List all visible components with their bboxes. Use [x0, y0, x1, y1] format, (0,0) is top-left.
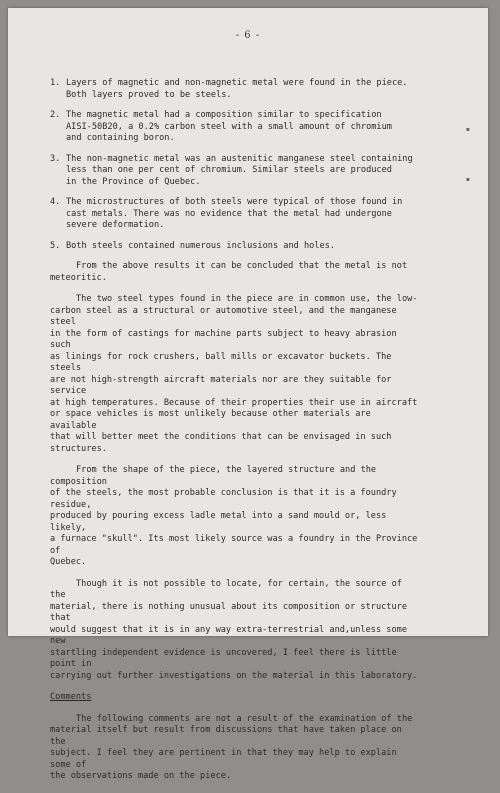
document-page — [8, 8, 488, 781]
paragraph-source: Though it is not possible to locate, for certain, the source of the material, there is nothing unusual about its composition or structure that would suggest that it is in any way extra-terrestrial and,unless some new startling independent evidence is uncovered, I feel there is little point in carrying out further investigations on the material in this laboratory. — [50, 578, 418, 681]
findings-list — [50, 78, 420, 252]
list-text: Layers of magnetic and non-magnetic metal were found in the piece. Both layers proved to be steels. — [66, 78, 408, 100]
page-number: - 6 - — [235, 30, 261, 41]
document-body — [50, 78, 420, 793]
list-item — [50, 197, 420, 232]
list-number: 3. — [50, 153, 61, 164]
list-number: 4. — [50, 197, 61, 207]
list-item — [50, 241, 420, 253]
comments-heading: Comments — [50, 692, 92, 702]
margin-mark: ▪ — [465, 126, 470, 133]
list-text: Both steels contained numerous inclusions and holes. — [66, 240, 336, 251]
list-item — [50, 78, 420, 101]
list-text: The microstructures of both steels were typical of those found in cast metals. There was no evidence that the metal had undergone severe deformation. — [66, 197, 403, 230]
margin-mark: ▪ — [465, 176, 470, 183]
paragraph-comments: The following comments are not a result of the examination of the material itself but result from discussions that have taken place on the subject. I feel they are pertinent in that they may help to explain some of the observations made on the piece. — [50, 713, 413, 781]
paragraph-steel-types: The two steel types found in the piece are in common use, the low- carbon steel as a structural or automotive steel, and the manganese steel in the form of castings for machine parts subject to heavy abrasion such as linings for rock crushers, ball mills or excavator buckets. The steels are not high-strength aircraft materials nor are they suitable for service at high temperatures. Because of their properties their use in aircraft or space vehicles is most unlikely because other materials are available that will better meet the conditions that can be envisaged in such structures. — [50, 294, 418, 454]
list-text: The non-magnetic metal was an austenitic manganese steel containing less than one per cent of chromium. Similar steels are produced in the Province of Quebec. — [66, 153, 413, 187]
list-text: The magnetic metal had a composition similar to specification AISI-50B20, a 0.2% carbon steel with a small amount of chromium and containing boron. — [66, 110, 392, 143]
paragraph-conclusion: From the above results it can be concluded that the metal is not meteoritic. — [50, 261, 408, 283]
list-item — [50, 154, 420, 189]
list-number: 2. — [50, 110, 61, 120]
list-item — [50, 110, 420, 145]
paragraph-foundry-residue: From the shape of the piece, the layered structure and the composition of the steels, the most probable conclusion is that it is a foundry residue, produced by pouring excess ladle metal into a sand mould or, less likely, a furnace "skull". Its most likely source was a foundry in the Province of Quebec. — [50, 465, 418, 567]
list-number: 1. — [50, 78, 61, 88]
list-number: 5. — [50, 240, 61, 251]
